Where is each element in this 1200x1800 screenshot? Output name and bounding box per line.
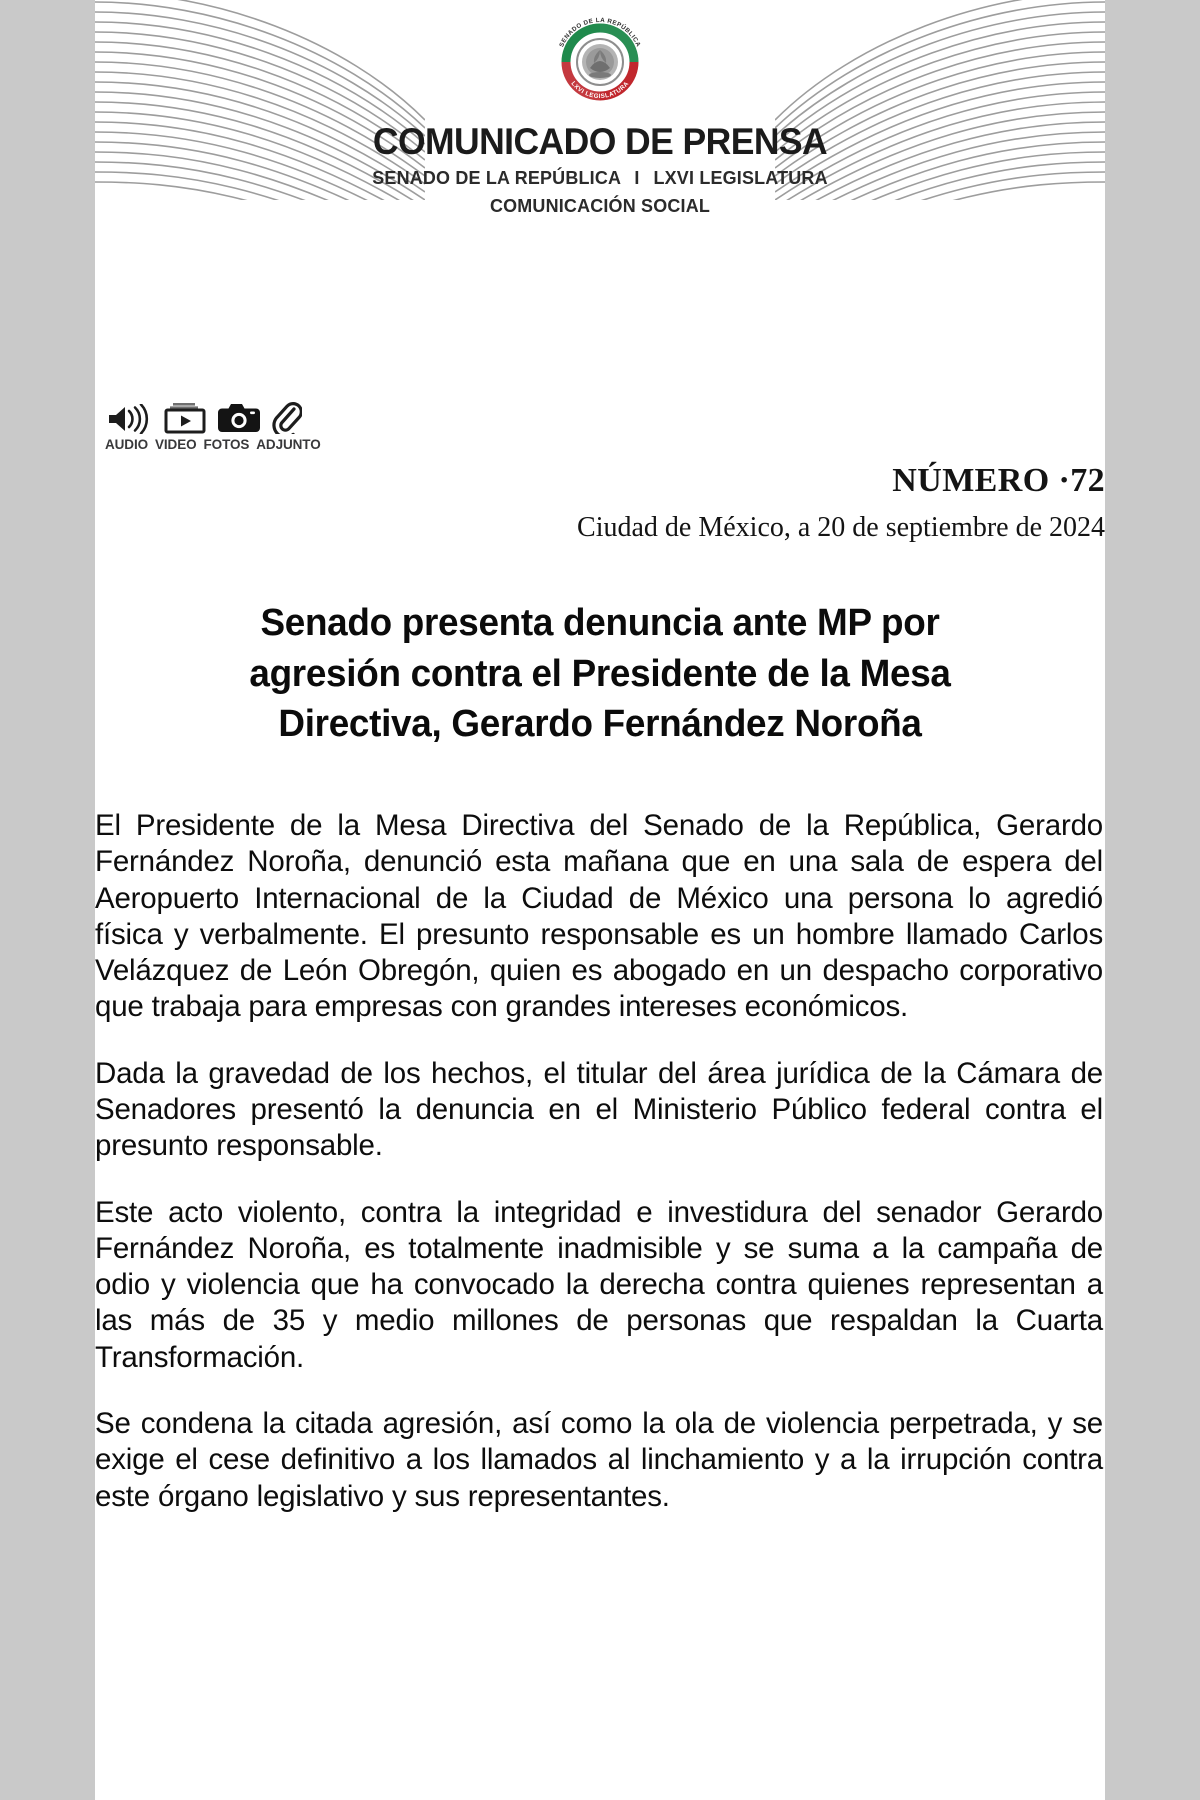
masthead-subtitle-right: LXVI LEGISLATURA <box>653 167 828 189</box>
body-text <box>95 808 1103 1515</box>
masthead-subtitle-separator: I <box>634 167 640 189</box>
audio-speaker-icon <box>107 404 153 434</box>
media-label-audio: AUDIO <box>105 437 148 452</box>
photo-camera-icon <box>217 402 261 434</box>
masthead-subtitle-left: SENADO DE LA REPÚBLICA <box>372 167 621 189</box>
body-paragraph: El Presidente de la Mesa Directiva del Senado de la República, Gerardo Fernández Noroña, denunció esta mañana que en una sala de espera del Aeropuerto Internacional de la Ciudad de México una persona lo agredió física y verbalmente. El presunto responsable es un hombre llamado Carlos Velázquez de León Obregón, quien es abogado en un despacho corporativo que trabaja para empresas con grandes intereses económicos. <box>95 809 1103 1024</box>
media-label-adjunto: ADJUNTO <box>256 437 321 452</box>
release-date: Ciudad de México, a 20 de septiembre de 2024 <box>577 512 1105 543</box>
masthead <box>95 122 1105 217</box>
headline-line-1: Senado presenta denuncia ante MP por <box>260 602 940 644</box>
body-paragraph: Este acto violento, contra la integridad e investidura del senador Gerardo Fernández Noroña, es totalmente inadmisible y se suma a la campaña de odio y violencia que ha convocado la derecha contra quienes representan a las más de 35 y medio millones de personas que respaldan la Cuarta Transformación. <box>95 1195 1103 1374</box>
svg-text:SENADO DE LA REPÚBLICA: SENADO DE LA REPÚBLICA <box>558 16 642 49</box>
seal-container <box>95 8 1105 116</box>
paperclip-icon <box>272 400 302 434</box>
masthead-title: COMUNICADO DE PRENSA <box>372 121 828 162</box>
svg-text:LXVI LEGISLATURA: LXVI LEGISLATURA <box>569 80 631 101</box>
headline-line-2: agresión contra el Presidente de la Mesa <box>249 652 951 695</box>
document-page <box>95 0 1105 1800</box>
body-paragraph: Dada la gravedad de los hechos, el titular del área jurídica de la Cámara de Senadores presentó la denuncia en el Ministerio Público federal contra el presunto responsable. <box>95 1056 1103 1163</box>
media-label-video: VIDEO <box>155 437 197 452</box>
media-label-fotos: FOTOS <box>203 437 250 452</box>
senate-seal-icon <box>546 8 654 116</box>
masthead-unit: COMUNICACIÓN SOCIAL <box>489 195 711 217</box>
body-paragraph: Se condena la citada agresión, así como la ola de violencia perpetrada, y se exige el cese definitivo a los llamados al linchamiento y a la irrupción contra este órgano legislativo y sus representantes. <box>95 1406 1103 1513</box>
media-attachments <box>105 400 365 452</box>
headline-line-3: Directiva, Gerardo Fernández Noroña <box>278 703 922 746</box>
masthead-subtitle <box>110 167 1090 189</box>
video-camera-icon <box>164 402 206 434</box>
release-number: NÚMERO ·72 <box>892 462 1105 499</box>
page-title <box>120 598 1080 750</box>
